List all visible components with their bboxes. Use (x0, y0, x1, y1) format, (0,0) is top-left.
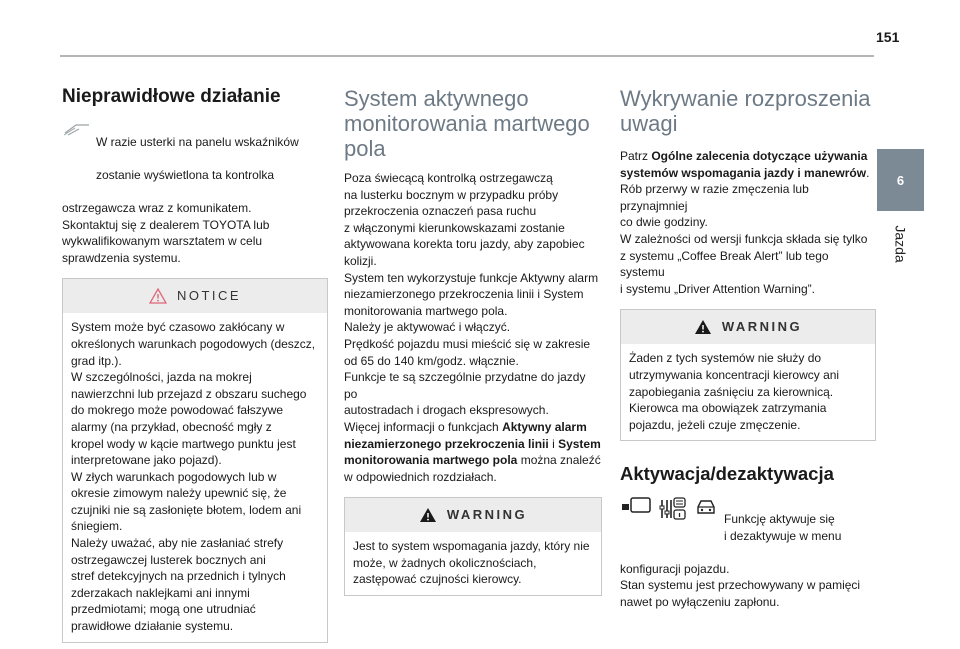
more-info-prefix: Więcej informacji o funkcjach (344, 419, 503, 434)
column-blind-spot (344, 86, 602, 596)
warning-box-distraction (620, 309, 876, 441)
more-info-suffix: można znaleźć w odpowiednich rozdziałach. (344, 453, 601, 484)
activation-icons (620, 494, 718, 560)
blind-spot-more-info (344, 419, 602, 485)
notice-box (62, 278, 328, 642)
top-divider (60, 55, 874, 57)
heading-blind-spot: System aktywnego monitorowania martwego pola (344, 86, 590, 161)
warning-lamp-note (62, 117, 328, 200)
reference-suffix: . (866, 165, 870, 180)
notice-text: System może być czasowo zakłócany w określonych warunkach pogodowych (deszcz, grad itp.). W szczególności, jazda na mokrej nawierzchni lub przejazd z obszaru suchego do mokrego może powodować fałszywe alarmy (na przykład, obecność mgły z kropel wody w kącie martwego punktu jest interpretowane jako pojazd). W złych warunkach pogodowych lub w okresie zimowym należy upewnić się, że czujniki nie są zasłonięte błotem, lodem ani śniegiem. Należy uważać, aby nie zasłaniać strefy ostrzegawczej lusterek bocznych ani stref detekcyjnych na przednich i tylnych zderzakach naklejkami ani innymi przedmiotami; mogą one utrudniać prawidłowe działanie systemu. (71, 320, 316, 634)
distraction-text: Rób przerwy w razie zmęczenia lub przynajmniej co dwie godziny. W zależności od wersji funkcja składa się tylko z systemu „Coffee Break Alert” lub tego systemu i systemu „Driver Attention Warning”. (620, 182, 868, 296)
activation-text-1: Funkcję aktywuje się i dezaktywuje w menu (724, 511, 842, 543)
warning-text: Żaden z tych systemów nie służy do utrzymywania koncentracji kierowcy ani zapobiegania zaśnięciu za kierownicą. Kierowca ma obowiązek zatrzymania pojazdu, jeżeli czuje zmęczenie. (629, 351, 840, 432)
more-info-lane-alert: Aktywny alarm niezamierzonego przekroczenia linii (344, 419, 587, 451)
heading-distraction: Wykrywanie rozproszenia uwagi (620, 86, 871, 136)
more-info-blind-spot: System monitorowania martwego pola (344, 436, 601, 468)
page-number: 151 (876, 29, 900, 45)
activation-text-2: konfiguracji pojazdu. Stan systemu jest przechowywany w pamięci nawet po wyłączeniu zapłonu. (620, 561, 861, 609)
reference-prefix: Patrz (620, 149, 652, 163)
vehicle-settings-icon (659, 496, 687, 522)
malfunction-text: ostrzegawcza wraz z komunikatem. Skontaktuj się z dealerem TOYOTA lub wykwalifikowanym warsztatem w celu sprawdzenia systemu. (62, 200, 270, 265)
chapter-title (877, 214, 924, 274)
notice-triangle-icon (149, 288, 167, 304)
notice-label: NOTICE (176, 288, 242, 304)
activation-row (620, 494, 876, 560)
warning-triangle-icon (419, 507, 437, 523)
warning-text: Jest to system wspomagania jazdy, który nie może, w żadnych okolicznościach, zastępować czujności kierowcy. (353, 539, 590, 587)
malfunction-intro-2: zostanie wyświetlona ta kontrolka (96, 167, 275, 182)
heading-activation: Aktywacja/dezaktywacja (620, 463, 834, 485)
chapter-number: 6 (896, 172, 905, 188)
chapter-title-text: Jazda (892, 225, 909, 263)
warning-body (345, 532, 601, 595)
touchscreen-icon (620, 496, 652, 518)
warning-box-blind-spot (344, 497, 602, 596)
warning-triangle-icon (694, 319, 712, 335)
column-malfunction (62, 86, 328, 643)
warning-header (621, 310, 875, 344)
warning-lamp-icon (62, 117, 92, 200)
blind-spot-text: Poza świecącą kontrolką ostrzegawczą na lusterku bocznym w przypadku próby przekroczenia oznaczeń pasa ruchu z włączonymi kierunkowskazami zostanie aktywowana korekta toru jazdy, aby zapobiec kolizji. System ten wykorzystuje funkcje Aktywny alarm niezamierzonego przekroczenia linii i System monitorowania martwego pola. Należy je aktywować i włączyć. Prędkość pojazdu musi mieścić się w zakresie od 65 do 140 km/godz. włącznie. Funkcje te są szczególnie przydatne do jazdy po autostradach i drogach ekspresowych. (344, 171, 599, 418)
warning-label: WARNING (446, 506, 528, 522)
warning-header (345, 498, 601, 532)
car-icon (694, 496, 718, 518)
reference-link[interactable]: Ogólne zalecenia dotyczące używania systemów wspomagania jazdy i manewrów (620, 149, 868, 180)
malfunction-intro-1: W razie usterki na panelu wskaźników (96, 134, 299, 149)
warning-body (621, 344, 875, 440)
notice-body (63, 313, 327, 641)
more-info-mid: i (548, 436, 559, 451)
notice-header (63, 279, 327, 313)
column-distraction (620, 86, 876, 610)
distraction-reference (620, 148, 876, 181)
chapter-tab[interactable] (877, 149, 924, 211)
warning-label: WARNING (721, 319, 803, 335)
heading-malfunction: Nieprawidłowe działanie (62, 86, 281, 107)
